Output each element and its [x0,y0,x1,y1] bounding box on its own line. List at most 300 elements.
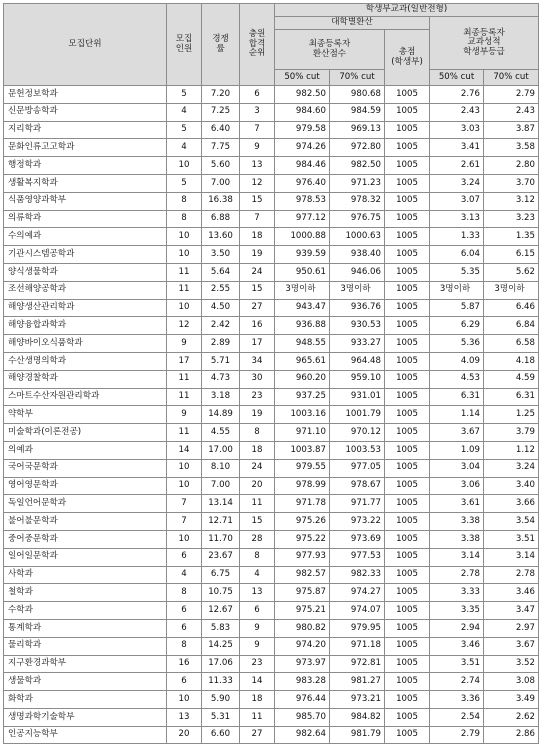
cell-quota: 11 [167,263,202,281]
cell-quota: 11 [167,370,202,388]
cell-conv-cut50: 971.78 [275,495,330,513]
cell-grade-cut70: 3.66 [484,495,539,513]
table-row [4,157,539,175]
header-quota: 모집 인원 [167,4,202,86]
cell-total-score: 1005 [385,157,430,175]
cell-unit-name: 행정학과 [4,157,167,175]
cell-unit-name: 양식생물학과 [4,263,167,281]
cell-grade-cut50: 3.46 [430,637,484,655]
cell-competition-rate: 14.25 [202,637,240,655]
cell-grade-cut50: 3.41 [430,139,484,157]
cell-conv-cut50: 979.58 [275,121,330,139]
cell-grade-cut70: 6.84 [484,317,539,335]
cell-conv-cut70: 982.50 [330,157,385,175]
cell-conv-cut50: 977.93 [275,548,330,566]
cell-quota: 6 [167,619,202,637]
cell-grade-cut50: 3명이하 [430,281,484,299]
cell-grade-cut70: 1.25 [484,406,539,424]
cell-waitlist-rank: 13 [240,584,275,602]
cell-conv-cut50: 975.21 [275,602,330,620]
cell-conv-cut50: 3명이하 [275,281,330,299]
cell-conv-cut50: 979.55 [275,459,330,477]
table-row [4,317,539,335]
cell-waitlist-rank: 11 [240,495,275,513]
cell-quota: 6 [167,548,202,566]
cell-conv-cut50: 977.12 [275,210,330,228]
cell-grade-cut70: 1.35 [484,228,539,246]
cell-unit-name: 생물학과 [4,673,167,691]
cell-competition-rate: 7.25 [202,103,240,121]
cell-grade-cut70: 3.49 [484,691,539,709]
cell-total-score: 1005 [385,352,430,370]
cell-competition-rate: 6.88 [202,210,240,228]
cell-waitlist-rank: 28 [240,530,275,548]
cell-grade-cut50: 3.38 [430,513,484,531]
cell-waitlist-rank: 27 [240,299,275,317]
cell-conv-cut50: 975.22 [275,530,330,548]
cell-conv-cut70: 981.27 [330,673,385,691]
cell-waitlist-rank: 6 [240,602,275,620]
cell-waitlist-rank: 15 [240,192,275,210]
header-group: 학생부교과(일반전형) [275,4,539,17]
cell-conv-cut70: 974.27 [330,584,385,602]
cell-waitlist-rank: 34 [240,352,275,370]
cell-conv-cut50: 978.53 [275,192,330,210]
cell-unit-name: 스마트수산자원관리학과 [4,388,167,406]
table-row [4,210,539,228]
cell-total-score: 1005 [385,317,430,335]
cell-waitlist-rank: 24 [240,263,275,281]
cell-conv-cut50: 943.47 [275,299,330,317]
cell-waitlist-rank: 7 [240,210,275,228]
cell-competition-rate: 2.89 [202,335,240,353]
cell-conv-cut70: 970.12 [330,424,385,442]
cell-quota: 8 [167,637,202,655]
table-row [4,513,539,531]
table-row [4,655,539,673]
cell-quota: 9 [167,406,202,424]
cell-waitlist-rank: 7 [240,121,275,139]
table-row [4,139,539,157]
cell-grade-cut70: 6.15 [484,246,539,264]
cell-conv-cut50: 948.55 [275,335,330,353]
cell-quota: 6 [167,602,202,620]
cell-grade-cut50: 3.04 [430,459,484,477]
cell-waitlist-rank: 9 [240,139,275,157]
header-grade-cut70: 70% cut [484,70,539,86]
cell-unit-name: 국어국문학과 [4,459,167,477]
cell-waitlist-rank: 23 [240,655,275,673]
cell-conv-cut70: 933.27 [330,335,385,353]
cell-grade-cut50: 3.14 [430,548,484,566]
cell-conv-cut70: 946.06 [330,263,385,281]
table-row [4,281,539,299]
cell-grade-cut50: 1.14 [430,406,484,424]
cell-total-score: 1005 [385,86,430,104]
table-row [4,406,539,424]
cell-conv-cut70: 979.95 [330,619,385,637]
cell-grade-cut70: 3.40 [484,477,539,495]
cell-waitlist-rank: 18 [240,691,275,709]
cell-quota: 17 [167,352,202,370]
cell-unit-name: 독일언어문학과 [4,495,167,513]
table-row [4,441,539,459]
cell-unit-name: 생활복지학과 [4,174,167,192]
cell-grade-cut70: 3.23 [484,210,539,228]
cell-grade-cut50: 3.35 [430,602,484,620]
cell-grade-cut70: 6.58 [484,335,539,353]
cell-conv-cut50: 937.25 [275,388,330,406]
cell-unit-name: 물리학과 [4,637,167,655]
cell-competition-rate: 2.42 [202,317,240,335]
table-row [4,352,539,370]
header-cut70: 70% cut [330,70,385,86]
cell-total-score: 1005 [385,210,430,228]
cell-total-score: 1005 [385,424,430,442]
cell-conv-cut70: 936.76 [330,299,385,317]
table-row [4,602,539,620]
cell-unit-name: 조선해양공학과 [4,281,167,299]
cell-unit-name: 미술학과(이론전공) [4,424,167,442]
cell-grade-cut50: 3.03 [430,121,484,139]
cell-quota: 4 [167,566,202,584]
cell-waitlist-rank: 9 [240,619,275,637]
cell-conv-cut70: 971.77 [330,495,385,513]
cell-total-score: 1005 [385,139,430,157]
cell-grade-cut50: 3.38 [430,530,484,548]
cell-grade-cut50: 2.61 [430,157,484,175]
cell-conv-cut70: 984.82 [330,708,385,726]
cell-conv-cut50: 939.59 [275,246,330,264]
header-unit: 모집단위 [4,4,167,86]
cell-competition-rate: 17.06 [202,655,240,673]
cell-waitlist-rank: 4 [240,566,275,584]
cell-grade-cut70: 4.18 [484,352,539,370]
cell-grade-cut50: 5.87 [430,299,484,317]
table-row [4,637,539,655]
cell-conv-cut50: 960.20 [275,370,330,388]
cell-competition-rate: 4.73 [202,370,240,388]
cell-grade-cut50: 2.79 [430,726,484,744]
cell-unit-name: 신문방송학과 [4,103,167,121]
cell-conv-cut70: 976.75 [330,210,385,228]
table-row [4,459,539,477]
cell-quota: 5 [167,121,202,139]
cell-competition-rate: 13.14 [202,495,240,513]
header-final-grade: 최종등록자 교과성적 학생부등급 [430,17,539,70]
cell-unit-name: 해양생산관리학과 [4,299,167,317]
cell-conv-cut50: 985.70 [275,708,330,726]
cell-quota: 4 [167,139,202,157]
cell-conv-cut50: 984.60 [275,103,330,121]
cell-grade-cut50: 2.74 [430,673,484,691]
cell-competition-rate: 11.33 [202,673,240,691]
cell-competition-rate: 16.38 [202,192,240,210]
cell-quota: 10 [167,228,202,246]
cell-grade-cut70: 3.12 [484,192,539,210]
cell-quota: 12 [167,317,202,335]
cell-grade-cut50: 2.94 [430,619,484,637]
cell-total-score: 1005 [385,548,430,566]
cell-conv-cut50: 975.26 [275,513,330,531]
table-row [4,673,539,691]
cell-competition-rate: 5.60 [202,157,240,175]
table-row [4,192,539,210]
cell-grade-cut50: 4.53 [430,370,484,388]
cell-unit-name: 지리학과 [4,121,167,139]
cell-conv-cut50: 950.61 [275,263,330,281]
cell-conv-cut70: 981.79 [330,726,385,744]
table-row [4,548,539,566]
cell-competition-rate: 11.70 [202,530,240,548]
cell-conv-cut70: 977.53 [330,548,385,566]
cell-grade-cut70: 3.08 [484,673,539,691]
cell-grade-cut70: 6.46 [484,299,539,317]
cell-waitlist-rank: 17 [240,335,275,353]
table-row [4,477,539,495]
cell-unit-name: 기관시스템공학과 [4,246,167,264]
cell-grade-cut70: 2.86 [484,726,539,744]
table-row [4,299,539,317]
cell-unit-name: 해양바이오식품학과 [4,335,167,353]
cell-competition-rate: 6.60 [202,726,240,744]
cell-competition-rate: 5.64 [202,263,240,281]
table-row [4,103,539,121]
cell-total-score: 1005 [385,637,430,655]
cell-competition-rate: 10.75 [202,584,240,602]
cell-total-score: 1005 [385,228,430,246]
table-row [4,584,539,602]
cell-total-score: 1005 [385,459,430,477]
cell-quota: 11 [167,388,202,406]
cell-grade-cut70: 3.79 [484,424,539,442]
cell-competition-rate: 7.00 [202,477,240,495]
cell-total-score: 1005 [385,495,430,513]
table-row [4,726,539,744]
cell-competition-rate: 5.83 [202,619,240,637]
cell-waitlist-rank: 8 [240,424,275,442]
cell-total-score: 1005 [385,388,430,406]
cell-grade-cut50: 3.61 [430,495,484,513]
cell-competition-rate: 14.89 [202,406,240,424]
cell-grade-cut50: 2.76 [430,86,484,104]
cell-unit-name: 해양융합과학과 [4,317,167,335]
cell-grade-cut70: 3.87 [484,121,539,139]
cell-waitlist-rank: 23 [240,388,275,406]
cell-unit-name: 화학과 [4,691,167,709]
cell-quota: 10 [167,299,202,317]
cell-conv-cut70: 930.53 [330,317,385,335]
cell-competition-rate: 3.18 [202,388,240,406]
cell-grade-cut70: 3.52 [484,655,539,673]
cell-total-score: 1005 [385,673,430,691]
cell-unit-name: 통계학과 [4,619,167,637]
cell-conv-cut70: 973.69 [330,530,385,548]
cell-grade-cut50: 3.24 [430,174,484,192]
cell-waitlist-rank: 12 [240,174,275,192]
table-row [4,86,539,104]
cell-waitlist-rank: 19 [240,246,275,264]
cell-unit-name: 의류학과 [4,210,167,228]
cell-grade-cut50: 5.35 [430,263,484,281]
cell-unit-name: 사학과 [4,566,167,584]
cell-unit-name: 불어불문학과 [4,513,167,531]
cell-conv-cut70: 973.22 [330,513,385,531]
cell-conv-cut70: 971.18 [330,637,385,655]
cell-grade-cut50: 6.31 [430,388,484,406]
cell-competition-rate: 7.20 [202,86,240,104]
table-row [4,228,539,246]
cell-quota: 4 [167,103,202,121]
cell-grade-cut70: 3.58 [484,139,539,157]
cell-conv-cut50: 976.44 [275,691,330,709]
cell-conv-cut70: 973.21 [330,691,385,709]
cell-unit-name: 생명과학기술학부 [4,708,167,726]
cell-competition-rate: 5.90 [202,691,240,709]
cell-total-score: 1005 [385,530,430,548]
cell-competition-rate: 17.00 [202,441,240,459]
cell-waitlist-rank: 13 [240,157,275,175]
cell-grade-cut70: 2.43 [484,103,539,121]
table-row [4,495,539,513]
cell-total-score: 1005 [385,174,430,192]
cell-waitlist-rank: 30 [240,370,275,388]
cell-grade-cut70: 2.79 [484,86,539,104]
cell-conv-cut70: 972.81 [330,655,385,673]
table-row [4,566,539,584]
cell-total-score: 1005 [385,406,430,424]
cell-unit-name: 문화인류고고학과 [4,139,167,157]
cell-conv-cut50: 971.10 [275,424,330,442]
cell-conv-cut70: 974.07 [330,602,385,620]
cell-waitlist-rank: 16 [240,317,275,335]
cell-waitlist-rank: 20 [240,477,275,495]
cell-conv-cut70: 931.01 [330,388,385,406]
cell-quota: 8 [167,192,202,210]
cell-grade-cut50: 6.29 [430,317,484,335]
cell-unit-name: 수학과 [4,602,167,620]
cell-total-score: 1005 [385,726,430,744]
cell-conv-cut50: 1003.87 [275,441,330,459]
cell-competition-rate: 23.67 [202,548,240,566]
cell-conv-cut70: 978.32 [330,192,385,210]
cell-grade-cut70: 2.62 [484,708,539,726]
cell-waitlist-rank: 14 [240,673,275,691]
cell-total-score: 1005 [385,566,430,584]
cell-quota: 9 [167,335,202,353]
cell-total-score: 1005 [385,691,430,709]
cell-grade-cut50: 3.07 [430,192,484,210]
cell-total-score: 1005 [385,513,430,531]
cell-total-score: 1005 [385,584,430,602]
cell-competition-rate: 4.55 [202,424,240,442]
table-row [4,388,539,406]
cell-grade-cut70: 3명이하 [484,281,539,299]
cell-total-score: 1005 [385,299,430,317]
cell-quota: 10 [167,691,202,709]
cell-quota: 7 [167,513,202,531]
header-grade-cut50: 50% cut [430,70,484,86]
header-rate: 경쟁 률 [202,4,240,86]
cell-conv-cut50: 1000.88 [275,228,330,246]
table-row [4,335,539,353]
cell-waitlist-rank: 27 [240,726,275,744]
cell-grade-cut50: 3.51 [430,655,484,673]
cell-grade-cut70: 6.31 [484,388,539,406]
cell-conv-cut70: 959.10 [330,370,385,388]
cell-quota: 10 [167,459,202,477]
cell-conv-cut70: 3명이하 [330,281,385,299]
cell-grade-cut50: 2.78 [430,566,484,584]
cell-unit-name: 인공지능학부 [4,726,167,744]
table-row [4,619,539,637]
header-total: 총점 (학생부) [385,30,430,86]
cell-total-score: 1005 [385,477,430,495]
cell-conv-cut50: 982.57 [275,566,330,584]
cell-competition-rate: 5.71 [202,352,240,370]
cell-waitlist-rank: 9 [240,637,275,655]
cell-unit-name: 철학과 [4,584,167,602]
cell-conv-cut70: 982.33 [330,566,385,584]
cell-total-score: 1005 [385,263,430,281]
cell-conv-cut70: 980.68 [330,86,385,104]
cell-conv-cut70: 977.05 [330,459,385,477]
cell-quota: 11 [167,281,202,299]
cell-waitlist-rank: 6 [240,86,275,104]
cell-grade-cut50: 1.09 [430,441,484,459]
cell-quota: 13 [167,708,202,726]
admission-results-table [3,3,539,744]
cell-unit-name: 식품영양과학부 [4,192,167,210]
cell-conv-cut50: 974.26 [275,139,330,157]
cell-waitlist-rank: 24 [240,459,275,477]
cell-waitlist-rank: 15 [240,281,275,299]
cell-quota: 8 [167,210,202,228]
cell-conv-cut70: 978.67 [330,477,385,495]
cell-conv-cut70: 972.80 [330,139,385,157]
cell-grade-cut50: 3.36 [430,691,484,709]
cell-grade-cut70: 3.67 [484,637,539,655]
cell-grade-cut70: 3.51 [484,530,539,548]
cell-total-score: 1005 [385,655,430,673]
cell-conv-cut70: 1001.79 [330,406,385,424]
table-row [4,174,539,192]
cell-waitlist-rank: 19 [240,406,275,424]
cell-grade-cut50: 3.67 [430,424,484,442]
table-row [4,530,539,548]
cell-waitlist-rank: 11 [240,708,275,726]
cell-total-score: 1005 [385,602,430,620]
cell-unit-name: 영어영문학과 [4,477,167,495]
cell-unit-name: 약학부 [4,406,167,424]
table-row [4,708,539,726]
cell-total-score: 1005 [385,121,430,139]
cell-grade-cut70: 5.62 [484,263,539,281]
table-header [4,4,539,86]
cell-grade-cut70: 2.97 [484,619,539,637]
table-row [4,263,539,281]
cell-grade-cut50: 3.13 [430,210,484,228]
cell-competition-rate: 13.60 [202,228,240,246]
cell-total-score: 1005 [385,441,430,459]
cell-unit-name: 지구환경과학부 [4,655,167,673]
cell-grade-cut50: 4.09 [430,352,484,370]
cell-grade-cut70: 3.70 [484,174,539,192]
header-cut50: 50% cut [275,70,330,86]
cell-total-score: 1005 [385,335,430,353]
cell-conv-cut70: 969.13 [330,121,385,139]
cell-conv-cut50: 974.20 [275,637,330,655]
